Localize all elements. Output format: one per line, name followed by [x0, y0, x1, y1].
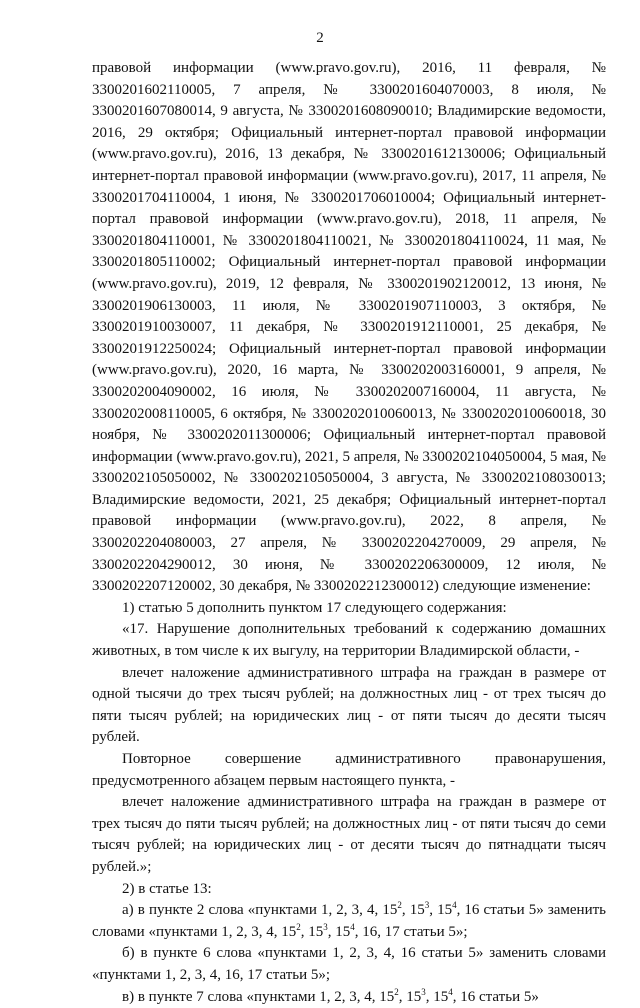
- superscript: 3: [323, 921, 328, 932]
- subitem-c: [92, 987, 606, 1008]
- superscript: 2: [296, 921, 301, 932]
- amendment-item-1: 1) статью 5 дополнить пунктом 17 следующего содержания:: [122, 599, 507, 616]
- page-number: 2: [316, 30, 324, 46]
- subitem-a: [92, 900, 606, 943]
- subitem-c-text-1: в) в пункте 7 слова «пунктами 1, 2, 3, 4, 15: [122, 988, 395, 1005]
- penalty-paragraph: влечет наложение административного штрафа на граждан в размере от одной тысячи до трех тысяч рублей; на должностных лиц - от трех тысяч до пяти тысяч рублей; на юридических лиц - от пяти тысяч до десяти тысяч рублей.: [92, 664, 606, 746]
- superscript: 2: [397, 900, 402, 911]
- superscript: 4: [452, 900, 457, 911]
- subitem-a-text-4: , 16 статьи 5» заменить словами «пунктами 1, 2, 3, 4, 15: [92, 902, 607, 940]
- superscript: 4: [350, 921, 355, 932]
- superscript: 2: [394, 986, 399, 997]
- subitem-c-text-2: , 15: [398, 988, 422, 1005]
- superscript: 3: [424, 900, 430, 911]
- repeat-penalty-paragraph: влечет наложение административного штрафа на граждан в размере от трех тысяч до пяти тысяч рублей; на должностных лиц - от пяти тысяч до семи тысяч рублей; на юридических лиц - от десяти тысяч до пятнадцати тысяч рублей.»;: [92, 794, 606, 875]
- subitem-b: б) в пункте 6 слова «пунктами 1, 2, 3, 4, 16 статьи 5» заменить словами «пунктами 1, 2, 3, 4, 16, 17 статьи 5»;: [92, 945, 606, 983]
- repeat-offense-paragraph: Повторное совершение административного правонарушения, предусмотренного абзацем первым настоящего пункта, -: [92, 751, 606, 789]
- superscript: 4: [448, 986, 453, 997]
- subitem-c-text-4: , 16 статьи 5»: [452, 988, 539, 1005]
- subitem-a-text-2: , 15: [401, 902, 425, 919]
- subitem-a-text-5: , 15: [300, 923, 324, 940]
- subitem-a-text-1: а) в пункте 2 слова «пунктами 1, 2, 3, 4, 15: [122, 902, 398, 919]
- subitem-c-text-3: , 15: [425, 988, 449, 1005]
- subitem-a-text-3: , 15: [429, 902, 453, 919]
- subitem-a-text-6: , 15: [327, 923, 351, 940]
- superscript: 3: [421, 986, 426, 997]
- amendment-item-2: 2) в статье 13:: [122, 880, 212, 897]
- new-point-17-text: «17. Нарушение дополнительных требований к содержанию домашних животных, в том числе к их выгулу, на территории Владимирской области, -: [92, 621, 606, 660]
- document-body: [92, 58, 606, 1008]
- subitem-a-text-7: , 16, 17 статьи 5»;: [354, 923, 468, 940]
- publication-history-paragraph: правовой информации (www.pravo.gov.ru), 2016, 11 февраля, № 3300201602110005, 7 апреля, № 3300201604070003, 8 июля, № 3300201607080014, 9 августа, № 3300201608090010; Владимирские ведомости, 2016, 29 октября; Официальный интернет-портал правовой информации (www.pravo.gov.ru), 2016, 13 декабря, № 3300201612130006; Официальный интернет-портал правовой информации (www.pravo.gov.ru), 2017, 11 апреля, № 3300201704110004, 1 июня, № 3300201706010004; Официальный интернет-портал правовой информации (www.pravo.gov.ru), 2018, 11 апреля, № 3300201804110001, № 3300201804110021, № 3300201804110024, 11 мая, № 3300201805110002; Официальный интернет-портал правовой информации (www.pravo.gov.ru), 2019, 12 февраля, № 3300201902120012, 13 июня, № 3300201906130003, 11 июля, № 3300201907110003, 3 октября, № 3300201910030007, 11 декабря, № 3300201912110001, 25 декабря, № 3300201912250024; Официальный интернет-портал правовой информации (www.pravo.gov.ru), 2020, 16 марта, № 3300202003160001, 9 апреля, № 3300202004090002, 16 июля, № 3300202007160004, 11 августа, № 3300202008110005, 6 октября, № 3300202010060013, № 3300202010060018, 30 ноября, № 3300202011300006; Официальный интернет-портал правовой информации (www.pravo.gov.ru), 2021, 5 апреля, № 3300202104050004, 5 мая, № 3300202105050002, № 3300202105050004, 3 августа, № 3300202108030013; Владимирские ведомости, 2021, 25 декабря; Официальный интернет-портал правовой информации (www.pravo.gov.ru), 2022, 8 апреля, № 3300202204080003, 27 апреля, № 3300202204270009, 29 апреля, № 3300202204290012, 30 июня, № 3300202206300009, 12 июля, № 3300202207120002, 30 декабря, № 3300202212300012) следующие изменение:: [92, 60, 606, 595]
